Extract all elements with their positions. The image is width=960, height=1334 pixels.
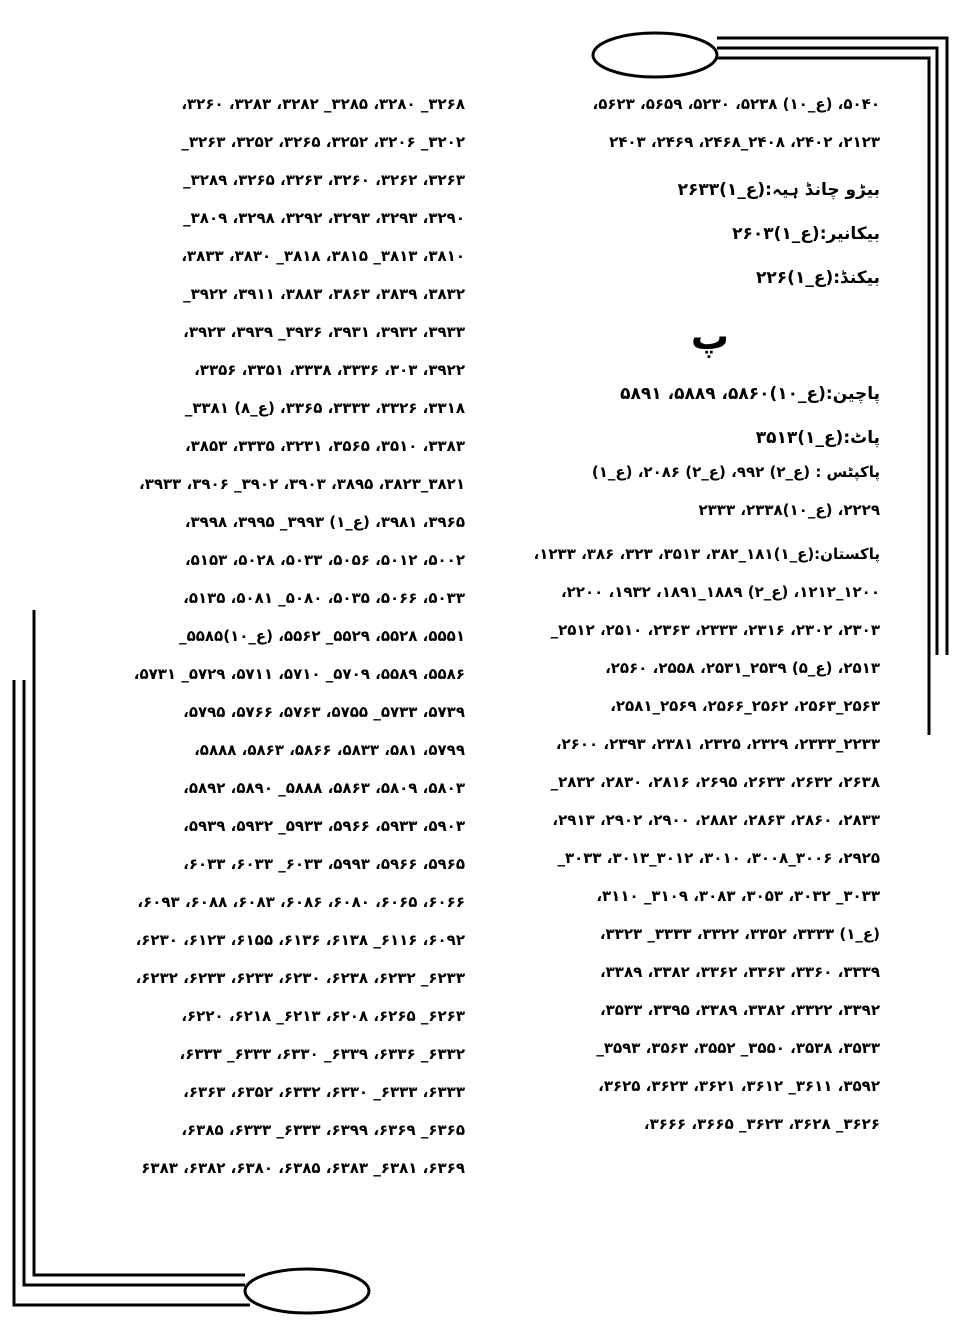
text-line: ۳۸۳۲، ۳۸۳۹، ۳۸۶۳، ۳۸۸۳، ۳۹۱۱، ۳۹۲۲_ <box>183 285 465 303</box>
text-line: ۶۰۹۲، ۶۱۱۶_ ۶۱۳۸، ۶۱۳۶، ۶۱۵۵، ۶۱۲۳، ۶۲۳۰، <box>135 931 465 949</box>
text-line: (ع_۱) ۳۳۳۳، ۳۳۵۲، ۳۳۲۲، ۳۳۳۳_ ۳۳۲۳، <box>599 925 880 943</box>
text-line: ۳۲۶۳، ۳۲۶۲، ۳۲۶۰، ۳۲۶۳، ۳۲۶۵، ۳۲۸۹_ <box>183 171 465 189</box>
text-line: ۶۳۶۵_ ۶۳۶۹، ۶۳۹۹، ۶۳۳۳_ ۶۳۳۳، ۶۳۸۵، <box>181 1121 465 1139</box>
text-line: ۲۵۶۳_۲۵۶۳، ۲۵۶۲_۲۵۶۶، ۲۵۶۹_۲۵۸۱، <box>610 697 880 715</box>
top-oval <box>593 33 717 77</box>
entry-value: (ع_۱)۲۶۳۳ <box>677 180 766 200</box>
text-line: ۵۷۹۹، ۵۸۱، ۵۸۳۳، ۵۸۶۶، ۵۸۶۳، ۵۸۸۸، <box>194 741 465 759</box>
text-line: ۶۲۳۳_ ۶۲۳۲، ۶۲۳۸، ۶۲۳۰، ۶۲۳۳، ۶۲۳۳، ۶۲۳۲، <box>135 969 465 987</box>
entry-value: (ع_۱)۲۲۶ <box>756 268 834 288</box>
section-heading: پ <box>690 314 730 358</box>
text-line: ۵۰۴۰، (ع_۱۰) ۵۲۳۸، ۵۲۳۰، ۵۶۵۹، ۵۶۲۳، <box>592 95 880 113</box>
entry-label: پاٹ <box>850 428 880 448</box>
text-line: ۳۵۹۲، ۳۶۱۱_ ۳۶۱۲، ۳۶۲۱، ۳۶۲۳، ۳۶۲۵، <box>598 1077 880 1095</box>
entry-value: (ع_۱۰)۵۸۶۰، ۵۸۸۹، ۵۸۹۱ <box>620 384 826 404</box>
text-line: ۲۸۳۳، ۲۸۶۰، ۲۸۶۳، ۲۸۸۲، ۲۹۰۰، ۲۹۰۲، ۲۹۱۳، <box>552 811 880 829</box>
text-line: ۵۵۵۱، ۵۵۲۸، ۵۵۲۹_ ۵۵۶۲، (ع_۱۰)۵۵۸۵_ <box>179 627 465 645</box>
entry-value: (ع_۱)۳۵۱۳ <box>755 428 844 448</box>
text-line: ۳۹۶۵، ۳۹۸۱، (ع_۱) ۳۹۹۳_ ۳۹۹۵، ۳۹۹۸، <box>184 513 465 531</box>
text-line: ۵۹۶۵، ۵۹۶۶، ۵۹۹۳، ۶۰۳۳_ ۶۰۳۳، ۶۰۳۳، <box>183 855 465 873</box>
text-line: ۳۲۶۸_ ۳۲۸۰، ۳۲۸۵_ ۳۲۸۲، ۳۲۸۳، ۳۲۶۰، <box>181 95 465 113</box>
text-line: ۳۸۱۰، ۳۸۱۳_ ۳۸۱۵، ۳۸۱۸_ ۳۸۳۰، ۳۸۳۳، <box>181 247 465 265</box>
index-entry: بیکنڈ:(ع_۱)۲۲۶ <box>756 268 880 288</box>
text-line: ۳۰۳۳_ ۳۰۳۲، ۳۰۵۳، ۳۰۸۳، ۳۱۰۹_ ۳۱۱۰، <box>596 887 880 905</box>
text-line: ۶۳۶۹، ۶۳۸۱_ ۶۳۸۳، ۶۳۸۵، ۶۳۸۰، ۶۳۸۲، ۶۳۸۳ <box>141 1159 465 1177</box>
left-column <box>85 92 465 1194</box>
text-line: ۳۹۲۲، ۳۰۳، ۳۳۳۶، ۳۳۳۸، ۳۳۵۱، ۳۳۵۶، <box>194 361 465 379</box>
entry-label: بیکانیر <box>826 224 880 244</box>
text-line: ۳۹۳۳، ۳۹۳۲، ۳۹۳۱، ۳۹۳۶_ ۳۹۳۹، ۳۹۲۳، <box>183 323 465 341</box>
text-line: ۳۵۳۳، ۳۵۳۸، ۳۵۵۰_ ۳۵۵۲، ۳۵۶۳، ۳۵۹۳_ <box>596 1039 880 1057</box>
text-line: ۶۳۳۲_ ۶۳۳۶، ۶۳۳۹_ ۶۳۳۰، ۶۳۳۳_ ۶۳۳۳، <box>179 1045 465 1063</box>
text-line: ۳۶۲۶_ ۳۶۲۸، ۳۶۲۳_ ۳۶۶۵، ۳۶۶۶، <box>643 1115 880 1133</box>
text-line: ۵۸۰۳، ۵۸۰۹، ۵۸۶۳، ۵۸۸۸_ ۵۸۹۰، ۵۸۹۲، <box>183 779 465 797</box>
text-line: ۵۵۸۶، ۵۵۸۹، ۵۷۰۹_ ۵۷۱۰، ۵۷۱۱، ۵۷۲۹_ ۵۷۳۱، <box>133 665 465 683</box>
text-line: ۲۳۰۳، ۲۳۰۲، ۲۳۱۶، ۲۳۳۳، ۲۳۶۳، ۲۵۱۰، ۲۵۱۲_ <box>550 621 880 639</box>
text-line: ۲۵۱۳، (ع_۵) ۲۵۳۹_۲۵۳۱، ۲۵۵۸، ۲۵۶۰، <box>605 659 880 677</box>
text-line: ۱۲۰۰_۱۲۱۲، (ع_۲) ۱۸۸۹_۱۸۹۱، ۱۹۳۲، ۲۲۰۰، <box>560 583 880 601</box>
right-column <box>500 92 880 1150</box>
text-line: ۵۰۳۳، ۵۰۶۶، ۵۰۳۵، ۵۰۸۰_ ۵۰۸۱، ۵۱۳۵، <box>183 589 465 607</box>
text-line: ۵۰۰۲، ۵۰۱۲، ۵۰۵۶، ۵۰۳۳، ۵۰۲۸، ۵۱۵۳، <box>184 551 465 569</box>
text-line: ۵۷۳۹، ۵۷۳۳_ ۵۷۵۵، ۵۷۶۳، ۵۷۶۶، ۵۷۹۵، <box>183 703 465 721</box>
index-entry: پاٹ:(ع_۱)۳۵۱۳ <box>755 428 880 448</box>
entry-label: بیڑو چانڈ ہیہ <box>771 180 880 200</box>
text-line: ۲۶۳۸، ۲۶۳۲، ۲۶۳۳، ۲۶۹۵، ۲۸۱۶، ۲۸۳۰، ۲۸۳۲_ <box>550 773 880 791</box>
text-line: ۳۲۰۲_ ۳۲۰۶، ۳۲۵۲، ۳۲۶۵، ۳۲۵۲، ۳۲۶۳_ <box>181 133 465 151</box>
text-line: ۳۳۳۹، ۳۳۶۰، ۳۳۶۳، ۳۳۶۲، ۳۳۸۲، ۳۳۸۹، <box>599 963 880 981</box>
text-line: ۲۲۲۹، (ع_۱۰)۲۳۳۸، ۲۳۳۳ <box>698 501 880 519</box>
text-line: ۶۳۳۳، ۶۳۳۳_ ۶۳۳۰، ۶۳۳۲، ۶۳۵۲، ۶۳۶۳، <box>183 1083 465 1101</box>
text-line: ۲۹۲۵، ۳۰۰۶_۳۰۰۸، ۳۰۱۰، ۳۰۱۲_۳۰۱۳، ۳۰۳۳_ <box>557 849 880 867</box>
text-line: ۳۳۸۳، ۳۵۱۰، ۳۵۶۵، ۳۲۳۱، ۳۳۳۵، ۳۸۵۳، <box>184 437 465 455</box>
text-line: پاکستان:(ع_۱)۱۸۱_۳۸۲، ۳۵۱۳، ۳۲۳، ۳۸۶، ۱۲۳۳، <box>533 545 880 563</box>
text-line: ۲۱۲۳، ۲۴۰۲، ۲۴۰۸_۲۴۶۸، ۲۴۶۹، ۲۴۰۳ <box>609 133 880 151</box>
text-line: ۲۲۳۳_۲۳۳۳، ۲۳۲۹، ۲۳۲۵، ۲۳۸۱، ۲۳۹۳، ۲۶۰۰، <box>555 735 880 753</box>
text-line: پاکپٹس : (ع_۲) ۹۹۲، (ع_۲) ۲۰۸۶، (ع_۱) <box>591 463 880 481</box>
text-line: ۳۸۲۱_۳۸۲۳، ۳۸۹۵، ۳۹۰۳، ۳۹۰۲_ ۳۹۰۶، ۳۹۳۳، <box>139 475 465 493</box>
text-line: ۶۰۶۶، ۶۰۶۵، ۶۰۸۰، ۶۰۸۶، ۶۰۸۳، ۶۰۸۸، ۶۰۹۳، <box>137 893 465 911</box>
entry-label: بیکنڈ <box>840 268 880 288</box>
text-line: ۵۹۰۳، ۵۹۳۳، ۵۹۶۶، ۵۹۳۳_ ۵۹۳۲، ۵۹۳۹، <box>183 817 465 835</box>
text-line: ۶۲۶۳_ ۶۲۶۵، ۶۲۰۸، ۶۲۱۳_ ۶۲۱۸، ۶۲۲۰، <box>181 1007 465 1025</box>
index-entry: پاچین:(ع_۱۰)۵۸۶۰، ۵۸۸۹، ۵۸۹۱ <box>620 384 880 404</box>
text-line: ۳۳۹۲، ۳۳۲۲، ۳۳۸۲، ۳۳۸۹، ۳۳۹۵، ۳۵۳۳، <box>599 1001 880 1019</box>
text-line: ۳۳۱۸، ۳۳۲۶، ۳۳۳۳، ۳۳۶۵، (ع_۸) ۳۳۸۱_ <box>184 399 465 417</box>
entry-value: (ع_۱)۲۶۰۳ <box>732 224 820 244</box>
text-line: ۳۲۹۰، ۳۲۹۳، ۳۲۹۳، ۳۲۹۲، ۳۲۹۸، ۳۸۰۹_ <box>183 209 465 227</box>
bottom-oval <box>245 1269 369 1313</box>
entry-label: پاچین <box>832 384 880 404</box>
index-entry: بیڑو چانڈ ہیہ:(ع_۱)۲۶۳۳ <box>677 180 880 200</box>
index-entry: بیکانیر:(ع_۱)۲۶۰۳ <box>732 224 880 244</box>
